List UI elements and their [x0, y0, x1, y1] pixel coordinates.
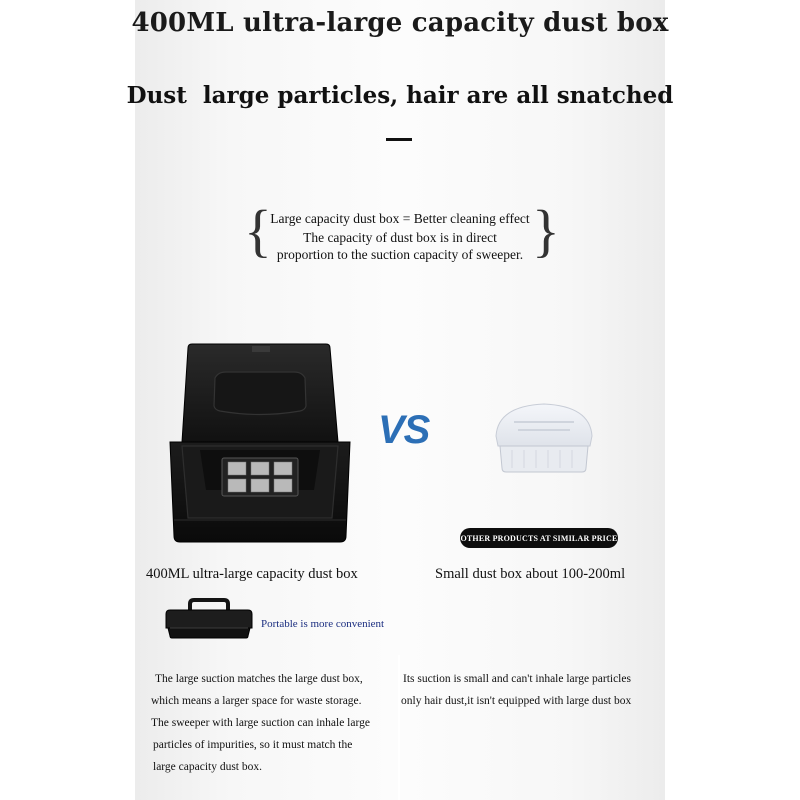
brace-line-2: The capacity of dust box is in direct [303, 230, 497, 245]
left-description [151, 668, 370, 778]
right-caption: Small dust box about 100-200ml [435, 566, 626, 582]
other-products-badge: OTHER PRODUCTS AT SIMILAR PRICE [460, 528, 618, 548]
left-description-line: large capacity dust box. [153, 761, 263, 773]
small-dust-box-image [488, 402, 600, 474]
right-description-line: only hair dust,it isn't equipped with large dust box [401, 695, 632, 707]
large-dust-box-image [160, 340, 360, 550]
vs-label: VS [378, 408, 430, 452]
right-description [401, 668, 631, 712]
left-description-line: which means a larger space for waste storage. [151, 695, 362, 707]
left-description-line: The large suction matches the large dust box, [155, 673, 363, 685]
title-divider [386, 138, 412, 141]
left-brace-icon: { [244, 198, 272, 263]
column-divider [398, 655, 400, 800]
brace-line-1: Large capacity dust box = Better cleaning effect [270, 211, 530, 226]
left-description-line: particles of impurities, so it must match the [153, 739, 353, 751]
brace-line-3: proportion to the suction capacity of sweeper. [276, 247, 524, 262]
page-subtitle: Dust large particles, hair are all snatched [126, 82, 674, 109]
portable-note: Portable is more convenient [261, 618, 385, 630]
portable-dust-box-image [162, 598, 256, 640]
right-description-line: Its suction is small and can't inhale large particles [403, 673, 631, 685]
left-caption: 400ML ultra-large capacity dust box [146, 566, 358, 582]
right-brace-icon: } [532, 198, 560, 263]
left-description-line: The sweeper with large suction can inhale large [151, 717, 370, 729]
page-title: 400ML ultra-large capacity dust box [131, 8, 669, 38]
